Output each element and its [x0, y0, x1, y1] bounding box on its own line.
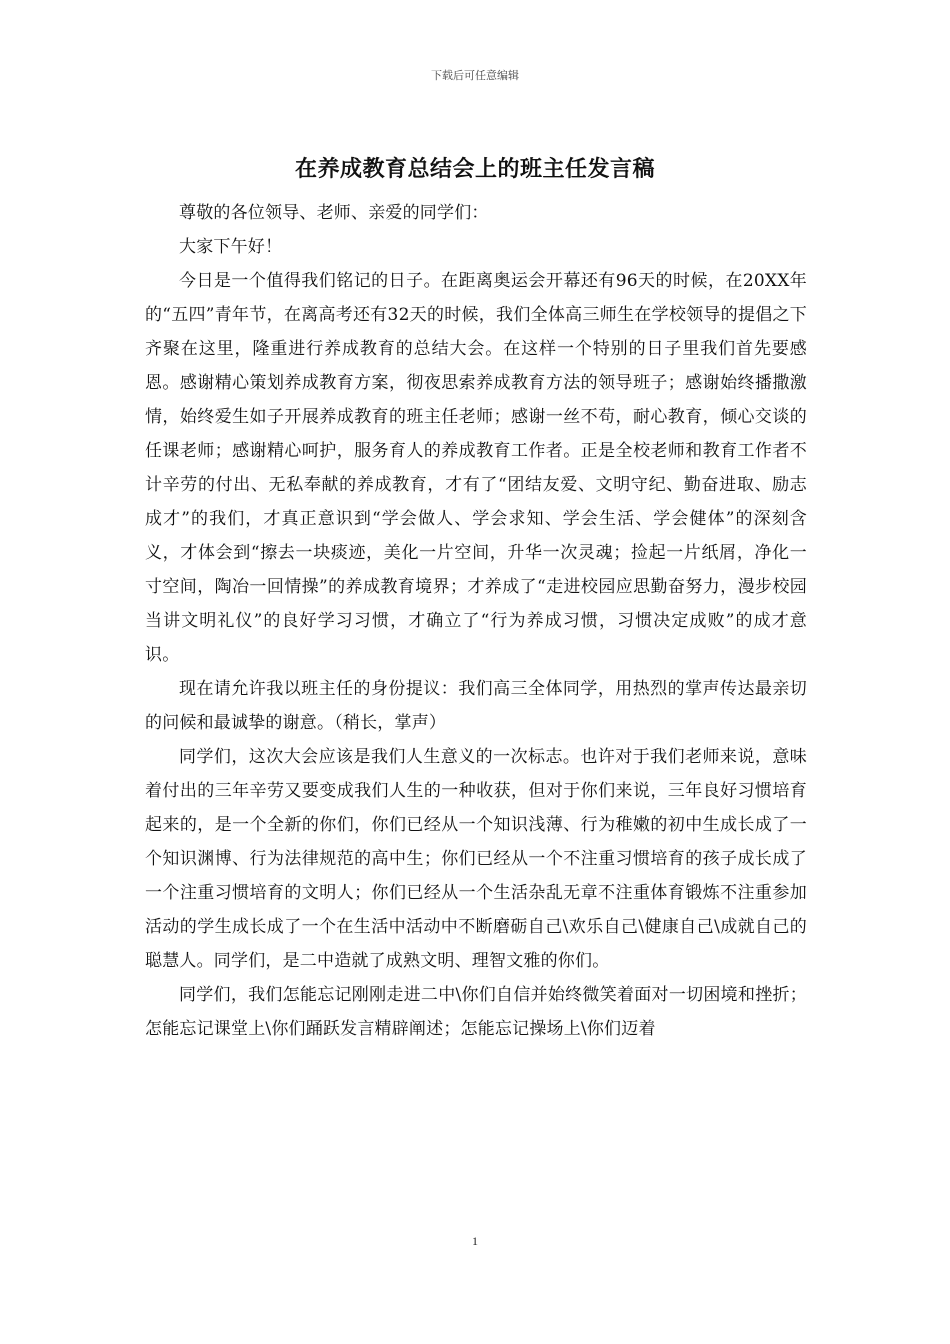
document-body: [145, 196, 807, 1046]
greeting-paragraph: 大家下午好！: [179, 237, 283, 257]
salutation-paragraph: 尊敬的各位领导、老师、亲爱的同学们：: [179, 203, 489, 223]
page-number: 1: [472, 1234, 478, 1248]
body-paragraph-3: 同学们，这次大会应该是我们人生意义的一次标志。也许对于我们老师来说，意味着付出的三年辛劳又要变成我们人生的一种收获，但对于你们来说，三年良好习惯培育起来的，是一个全新的你们，你们已经从一个知识浅薄、行为稚嫩的初中生成长成了一个知识渊博、行为法律规范的高中生；你们已经从一个不注重习惯培育的孩子成长成了一个注重习惯培育的文明人；你们已经从一个生活杂乱无章不注重体育锻炼不注重参加活动的学生成长成了一个在生活中活动中不断磨砺自己\欢乐自己\健康自己\成就自己的聪慧人。同学们，是二中造就了成熟文明、理智文雅的你们。: [145, 747, 807, 971]
document-title: 在养成教育总结会上的班主任发言稿: [294, 157, 655, 182]
body-paragraph-4: 同学们，我们怎能忘记刚刚走进二中\你们自信并始终微笑着面对一切困境和挫折；怎能忘记课堂上\你们踊跃发言精辟阐述；怎能忘记操场上\你们迈着: [145, 985, 807, 1039]
body-paragraph-2: 现在请允许我以班主任的身份提议：我们高三全体同学，用热烈的掌声传达最亲切的问候和最诚挚的谢意。（稍长，掌声）: [145, 679, 807, 733]
body-paragraph-1: 今日是一个值得我们铭记的日子。在距离奥运会开幕还有96天的时候，在20XX年的“五四”青年节，在离高考还有32天的时候，我们全体高三师生在学校领导的提倡之下齐聚在这里，隆重进行养成教育的总结大会。在这样一个特别的日子里我们首先要感恩。感谢精心策划养成教育方案，彻夜思索养成教育方法的领导班子；感谢始终播撒激情，始终爱生如子开展养成教育的班主任老师；感谢一丝不苟，耐心教育，倾心交谈的任课老师；感谢精心呵护，服务育人的养成教育工作者。正是全校老师和教育工作者不计辛劳的付出、无私奉献的养成教育，才有了“团结友爱、文明守纪、勤奋进取、励志成才”的我们，才真正意识到“学会做人、学会求知、学会生活、学会健体”的深刻含义，才体会到“擦去一块痰迹，美化一片空间，升华一次灵魂；捡起一片纸屑，净化一寸空间，陶冶一回情操”的养成教育境界；才养成了“走进校园应思勤奋努力，漫步校园当讲文明礼仪”的良好学习习惯，才确立了“行为养成习惯，习惯决定成败”的成才意识。: [145, 271, 807, 665]
page-header: 下载后可任意编辑: [431, 69, 519, 82]
